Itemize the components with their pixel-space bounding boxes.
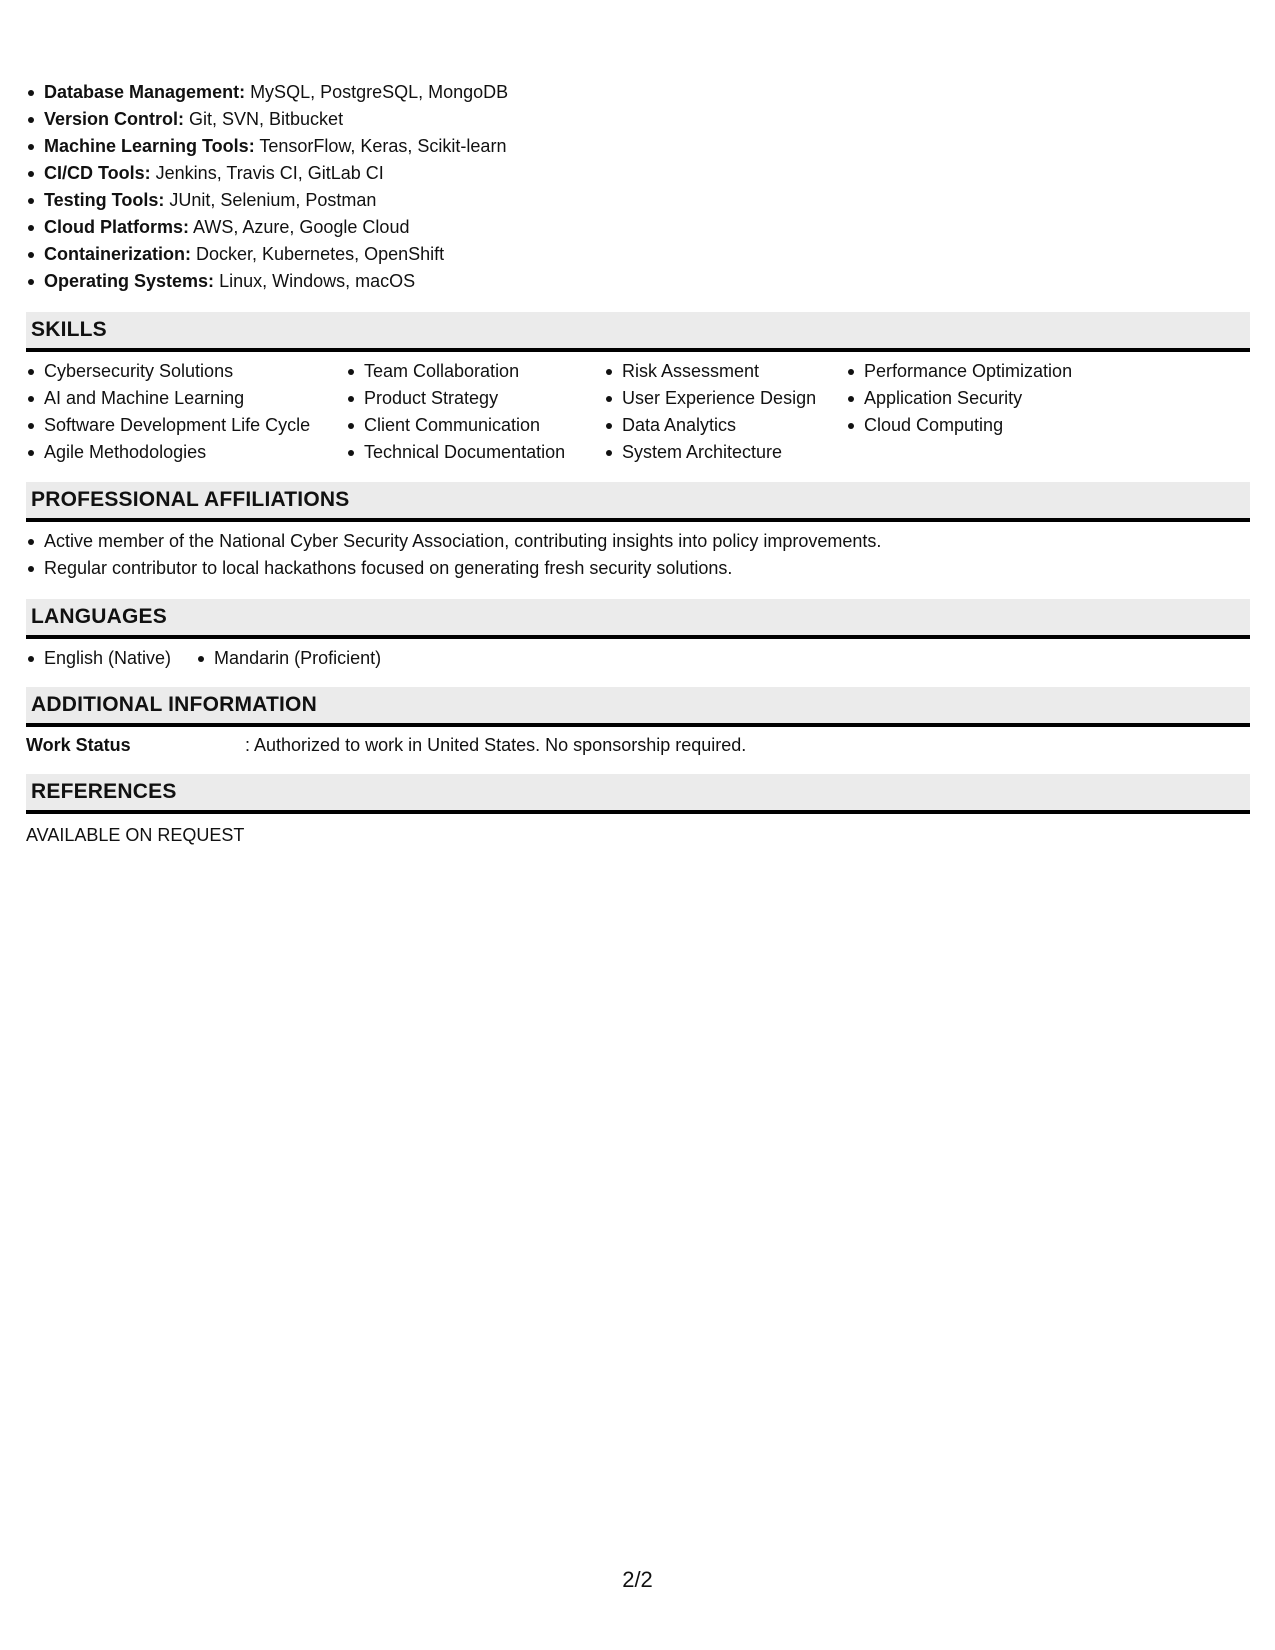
tech-term: CI/CD Tools:: [44, 163, 151, 183]
tech-term: Machine Learning Tools:: [44, 136, 255, 156]
list-item: [26, 268, 508, 295]
skill-item: Data Analytics: [604, 412, 846, 439]
skill-item: Agile Methodologies: [26, 439, 346, 466]
language-item: Mandarin (Proficient): [196, 645, 381, 672]
list-item: [26, 187, 508, 214]
list-item: [26, 241, 508, 268]
tech-term: Cloud Platforms:: [44, 217, 190, 237]
tech-value: JUnit, Selenium, Postman: [164, 190, 377, 210]
tech-term: Operating Systems:: [44, 271, 215, 291]
technical-skills-list: [26, 79, 508, 295]
skill-item: Cybersecurity Solutions: [26, 358, 346, 385]
skill-item: User Experience Design: [604, 385, 846, 412]
skill-item: System Architecture: [604, 439, 846, 466]
skill-item: Technical Documentation: [346, 439, 604, 466]
section-title: PROFESSIONAL AFFILIATIONS: [31, 488, 350, 511]
section-header-affiliations: [26, 482, 1250, 522]
skills-column: [26, 358, 346, 466]
skill-item: Application Security: [846, 385, 1106, 412]
tech-term: Database Management:: [44, 82, 246, 102]
skills-column: [604, 358, 846, 466]
skill-item: Client Communication: [346, 412, 604, 439]
work-status-row: [26, 732, 746, 759]
tech-term: Version Control:: [44, 109, 185, 129]
section-title: LANGUAGES: [31, 605, 167, 628]
list-item: [26, 214, 508, 241]
tech-value: TensorFlow, Keras, Scikit-learn: [254, 136, 507, 156]
list-item: [26, 133, 508, 160]
tech-value: Jenkins, Travis CI, GitLab CI: [150, 163, 384, 183]
skills-column: [846, 358, 1106, 466]
skill-item: Performance Optimization: [846, 358, 1106, 385]
skill-item: Team Collaboration: [346, 358, 604, 385]
section-title: ADDITIONAL INFORMATION: [31, 693, 317, 716]
section-header-references: [26, 774, 1250, 814]
tech-value: Linux, Windows, macOS: [214, 271, 416, 291]
list-item: [26, 106, 508, 133]
affiliation-item: Active member of the National Cyber Security Association, contributing insights into policy improvements.: [26, 528, 881, 555]
skill-item: Software Development Life Cycle: [26, 412, 346, 439]
work-status-label: Work Status: [26, 735, 131, 755]
tech-value: Docker, Kubernetes, OpenShift: [191, 244, 445, 264]
section-header-skills: [26, 312, 1250, 352]
section-title: SKILLS: [31, 318, 107, 341]
tech-value: Git, SVN, Bitbucket: [184, 109, 344, 129]
list-item: [26, 79, 508, 106]
tech-value: AWS, Azure, Google Cloud: [189, 217, 410, 237]
skill-item: Cloud Computing: [846, 412, 1106, 439]
tech-term: Containerization:: [44, 244, 191, 264]
work-status-value: : Authorized to work in United States. No sponsorship required.: [245, 735, 747, 755]
languages-list: [26, 645, 406, 672]
skill-item: Product Strategy: [346, 385, 604, 412]
list-item: [26, 160, 508, 187]
page-number: 2/2: [622, 1567, 653, 1592]
section-header-languages: [26, 599, 1250, 639]
affiliations-list: [26, 528, 881, 582]
references-text: AVAILABLE ON REQUEST: [26, 825, 245, 845]
skill-item: Risk Assessment: [604, 358, 846, 385]
skills-column: [346, 358, 604, 466]
affiliation-item: Regular contributor to local hackathons focused on generating fresh security solutions.: [26, 555, 881, 582]
section-header-additional-information: [26, 687, 1250, 727]
tech-value: MySQL, PostgreSQL, MongoDB: [245, 82, 509, 102]
skills-grid: [26, 358, 1106, 466]
language-item: English (Native): [26, 645, 171, 672]
tech-term: Testing Tools:: [44, 190, 165, 210]
skill-item: AI and Machine Learning: [26, 385, 346, 412]
section-title: REFERENCES: [31, 780, 177, 803]
